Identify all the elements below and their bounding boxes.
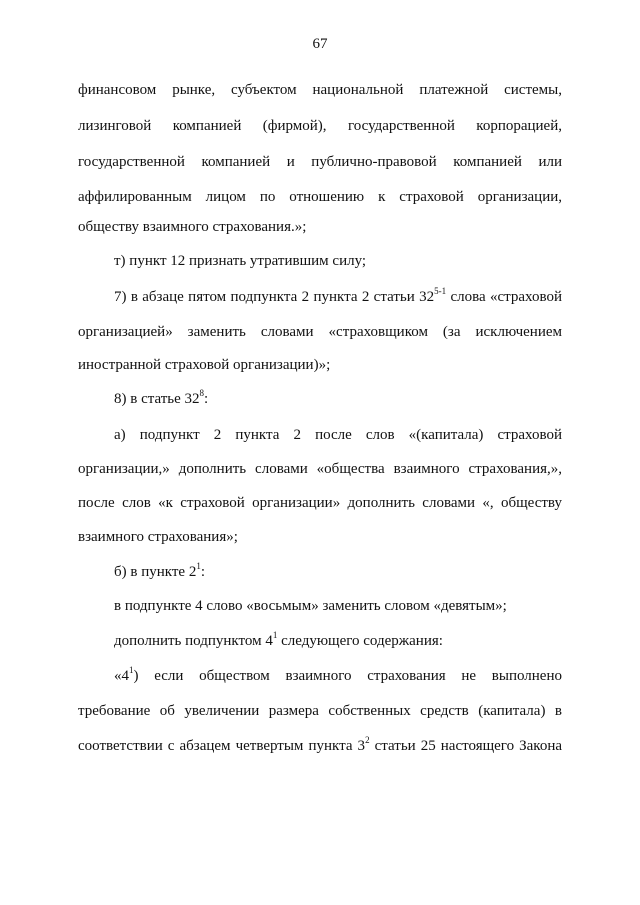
text-line: 7) в абзаце пятом подпункта 2 пункта 2 статьи 32$^{5-1}$ слова «страховой (114, 286, 562, 305)
text-line: а) подпункт 2 пункта 2 после слов «(капитала) страховой (114, 427, 562, 443)
text-line: иностранной страховой организации)»; (78, 357, 331, 373)
text-line: б) в пункте $2^1$: (114, 561, 205, 580)
text-line: требование об увеличении размера собственных средств (капитала) в (78, 703, 562, 719)
text-line: финансовом рынке, субъектом национальной платежной системы, (78, 82, 562, 98)
superscript: 1 (272, 630, 278, 640)
text-line: т) пункт 12 признать утратившим силу; (114, 253, 367, 269)
text-line: государственной компанией и публично-правовой компанией или (78, 154, 562, 170)
text-line: «$4^1$) если обществом взаимного страхования не выполнено (114, 665, 562, 684)
text-line: лизинговой компанией (фирмой), государственной корпорацией, (78, 118, 562, 134)
superscript: 5-1 (434, 286, 447, 296)
text-line: после слов «к страховой организации» дополнить словами «, обществу (78, 495, 562, 511)
superscript: 2 (365, 735, 370, 745)
text-line: организацией» заменить словами «страховщиком (за исключением (78, 324, 562, 340)
page-number: 67 (312, 36, 328, 52)
text-line: дополнить подпунктом $4^1$ следующего содержания: (114, 630, 443, 649)
text-line: взаимного страхования»; (78, 529, 238, 545)
text-line: в подпункте 4 слово «восьмым» заменить словом «девятым»; (114, 598, 507, 614)
text-line: организации,» дополнить словами «общества взаимного страхования,», (78, 461, 562, 477)
superscript: 1 (196, 561, 201, 571)
text-line: обществу взаимного страхования.»; (78, 219, 307, 235)
text-line: соответствии с абзацем четвертым пункта $3^2$ статьи 25 настоящего Закона (78, 735, 563, 754)
text-line: 8) в статье $32^8$: (114, 388, 209, 407)
superscript: 8 (199, 388, 205, 398)
superscript: 1 (129, 665, 134, 675)
text-line: аффилированным лицом по отношению к страховой организации, (78, 189, 562, 205)
